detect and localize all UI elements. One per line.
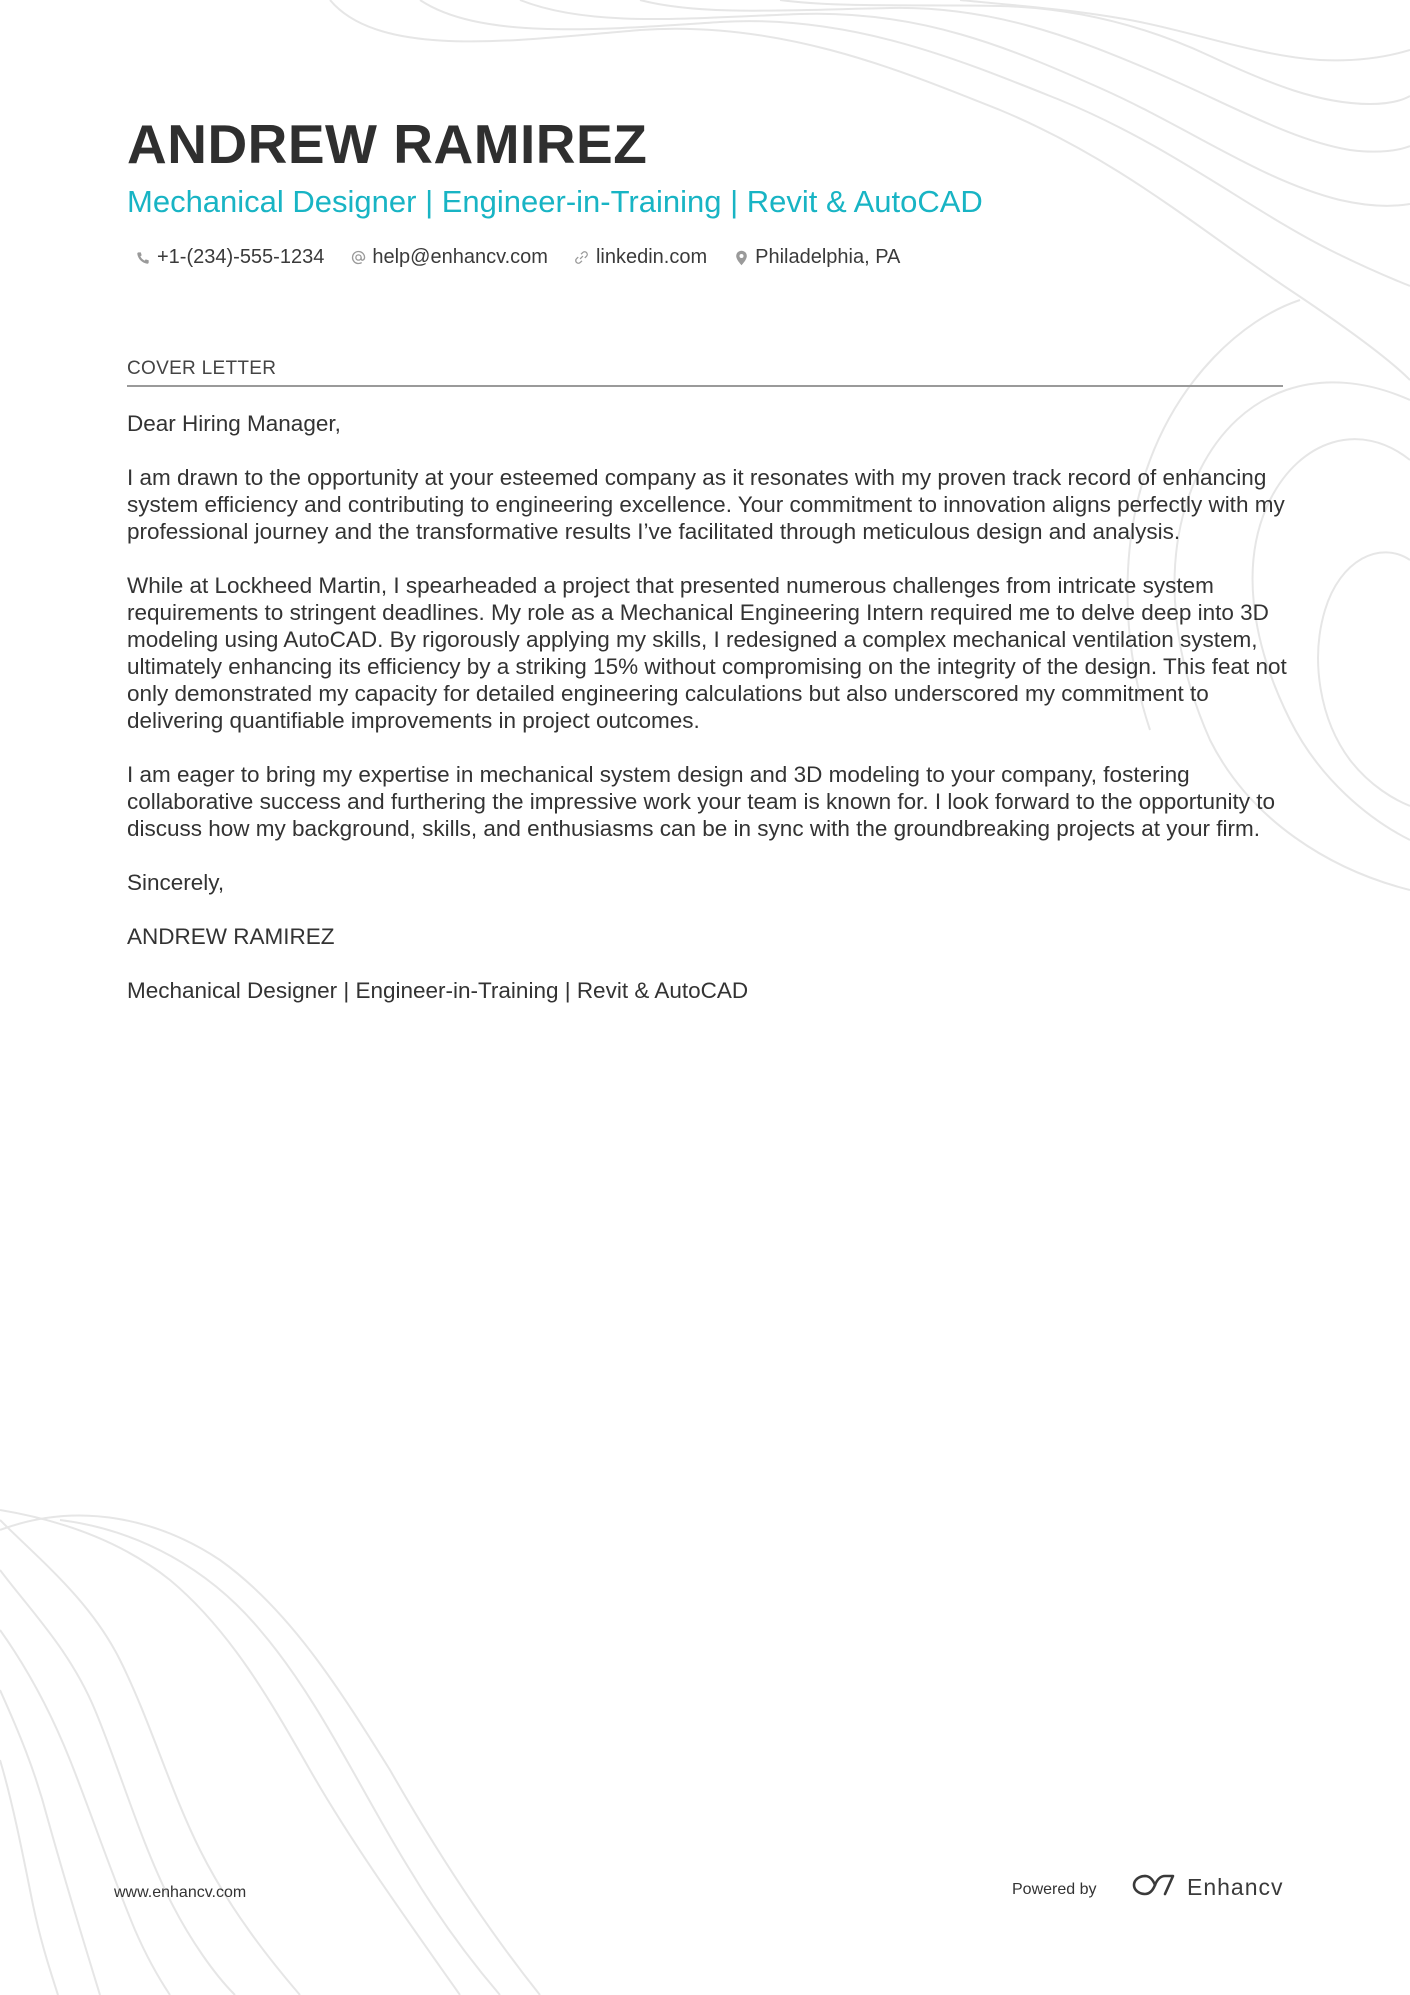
enhancv-brand-name: Enhancv	[1187, 1874, 1284, 1900]
powered-by-label: Powered by	[1012, 1881, 1097, 1898]
contact-email[interactable]	[350, 246, 548, 269]
contact-email-text: help@enhancv.com	[372, 246, 548, 268]
applicant-headline: Mechanical Designer | Engineer-in-Training | Revit & AutoCAD	[127, 184, 983, 219]
letter-paragraph: I am eager to bring my expertise in mechanical system design and 3D modeling to your company, fostering collaborative success and furthering the impressive work your team is known for. I look forward to the opportunity to discuss how my background, skills, and enthusiasms can be in sync with the groundbreaking projects at your firm.	[127, 762, 1276, 841]
at-icon	[350, 250, 366, 266]
contact-linkedin-text: linkedin.com	[595, 246, 708, 268]
phone-icon	[135, 250, 151, 266]
contact-linkedin[interactable]	[574, 246, 707, 269]
letter-paragraph: I am drawn to the opportunity at your esteemed company as it resonates with my proven track record of enhancing system efficiency and contributing to engineering excellence. Your commitment to innovation aligns perfectly with my professional journey and the transformative results I’ve facilitated through meticulous design and analysis.	[127, 465, 1285, 544]
contact-phone[interactable]	[135, 246, 324, 269]
contact-phone-text: +1-(234)-555-1234	[157, 246, 325, 268]
letter-paragraph: While at Lockheed Martin, I spearheaded a project that presented numerous challenges from intricate system requirements to stringent deadlines. My role as a Mechanical Engineering Intern required me to delve deep into 3D modeling using AutoCAD. By rigorously applying my skills, I redesigned a complex mechanical ventilation system, ultimately enhancing its efficiency by a striking 15% without compromising on the integrity of the design. This feat not only demonstrated my capacity for detailed engineering calculations but also underscored my commitment to delivering quantifiable improvements in project outcomes.	[127, 573, 1287, 733]
signature-title: Mechanical Designer | Engineer-in-Training | Revit & AutoCAD	[127, 978, 749, 1003]
contact-row	[135, 246, 900, 269]
applicant-name: ANDREW RAMIREZ	[127, 113, 648, 175]
enhancv-logo[interactable]	[1131, 1872, 1284, 1903]
footer-website-link[interactable]: www.enhancv.com	[114, 1884, 247, 1901]
letter-greeting: Dear Hiring Manager,	[127, 411, 341, 436]
enhancv-logo-icon	[1131, 1872, 1177, 1903]
link-icon	[574, 250, 590, 266]
contact-location-text: Philadelphia, PA	[755, 246, 901, 268]
letter-body	[127, 410, 1287, 1031]
signature-name: ANDREW RAMIREZ	[127, 924, 335, 949]
letter-closing: Sincerely,	[127, 870, 225, 895]
location-pin-icon	[733, 250, 749, 266]
contact-location	[733, 246, 900, 269]
section-title-cover-letter: COVER LETTER	[127, 358, 1283, 387]
